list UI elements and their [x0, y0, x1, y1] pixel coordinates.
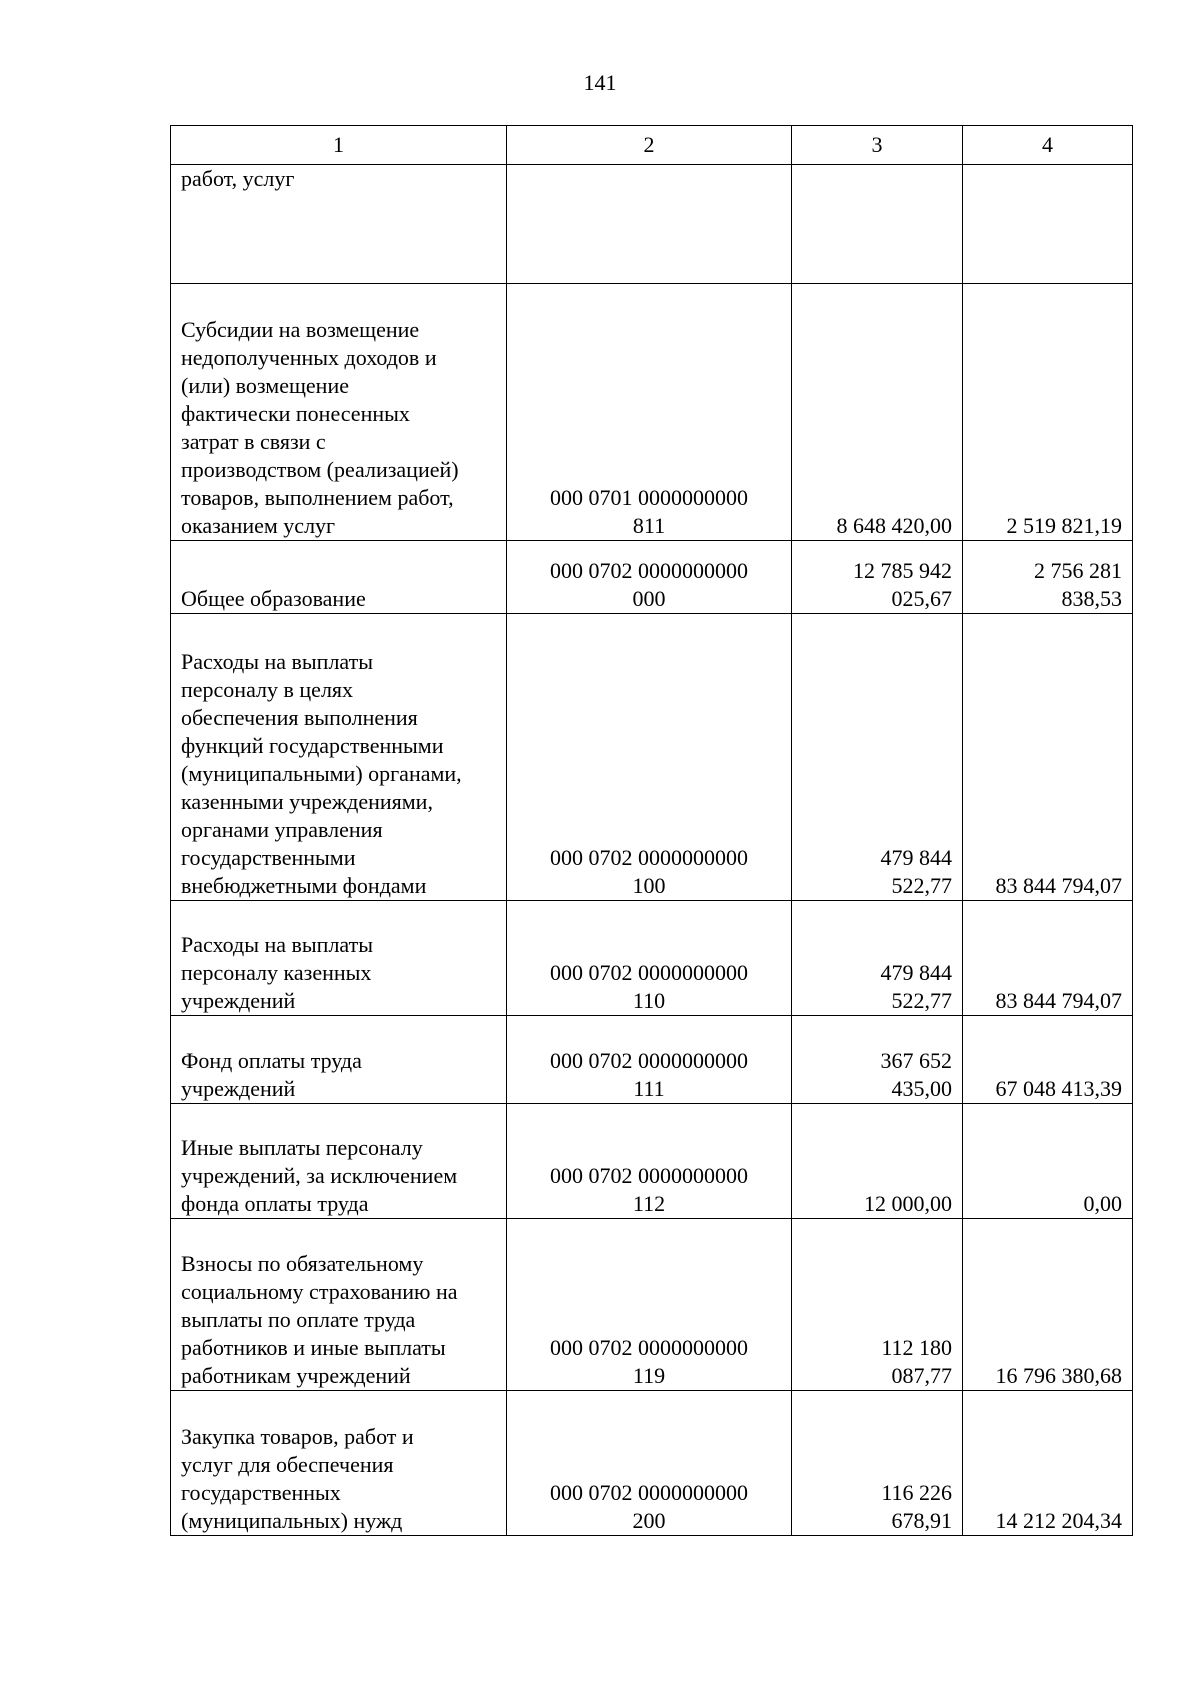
amount-col3-line: 479 844 — [880, 845, 952, 870]
amount-col4-cell — [963, 1016, 1133, 1104]
budget-code-line: 100 — [632, 873, 666, 898]
budget-code-cell — [507, 165, 792, 284]
amount-col3-cell — [792, 614, 963, 901]
row-label-line: государственных — [181, 1480, 341, 1505]
amount-col4-line: 2 519 821,19 — [1006, 513, 1122, 538]
row-label-line: услуг для обеспечения — [181, 1452, 394, 1477]
budget-code-line: 112 — [632, 1191, 666, 1216]
budget-code-line: 000 0702 0000000000 — [550, 1480, 748, 1505]
budget-code-line: 000 — [632, 586, 666, 611]
row-label-cell — [171, 1391, 507, 1536]
row-label-line: внебюджетными фондами — [181, 873, 427, 898]
row-label-cell — [171, 541, 507, 614]
amount-col3-cell — [792, 284, 963, 541]
row-label-line: персоналу казенных — [181, 960, 372, 985]
amount-col3-line: 116 226 — [881, 1480, 952, 1505]
amount-col3-line: 025,67 — [891, 586, 952, 611]
table-row — [171, 1391, 1133, 1536]
amount-col3-line: 435,00 — [891, 1076, 952, 1101]
amount-col4-cell — [963, 541, 1133, 614]
amount-col3-line: 479 844 — [880, 960, 952, 985]
table-row — [171, 614, 1133, 901]
row-label-line: Иные выплаты персоналу — [181, 1135, 423, 1160]
amount-col4-cell — [963, 1104, 1133, 1219]
amount-col4-line: 83 844 794,07 — [995, 873, 1122, 898]
amount-col3-cell — [792, 1016, 963, 1104]
row-label-cell — [171, 614, 507, 901]
budget-code-line: 000 0702 0000000000 — [550, 960, 748, 985]
table-body — [171, 126, 1133, 1536]
amount-col3-line: 087,77 — [891, 1363, 952, 1388]
amount-col3-line: 12 000,00 — [864, 1191, 952, 1216]
budget-code-line: 000 0702 0000000000 — [550, 845, 748, 870]
row-label-line: Фонд оплаты труда — [181, 1048, 362, 1073]
page-number: 141 — [583, 70, 617, 95]
amount-col3-line: 522,77 — [891, 988, 952, 1013]
budget-code-cell — [507, 901, 792, 1016]
row-label-line: Взносы по обязательному — [181, 1251, 424, 1276]
row-label-line: Закупка товаров, работ и — [181, 1424, 414, 1449]
row-label-line: работников и иные выплаты — [181, 1335, 446, 1360]
amount-col4-line: 83 844 794,07 — [995, 988, 1122, 1013]
amount-col4-cell — [963, 614, 1133, 901]
row-label-cell — [171, 1219, 507, 1391]
budget-code-line: 811 — [632, 513, 666, 538]
row-label-cell — [171, 1104, 507, 1219]
amount-col4-cell — [963, 901, 1133, 1016]
column-header-4: 4 — [963, 126, 1133, 165]
amount-col3-line: 12 785 942 — [853, 558, 952, 583]
row-label-line: (муниципальных) нужд — [181, 1508, 403, 1533]
amount-col3-cell — [792, 165, 963, 284]
amount-col4-line: 14 212 204,34 — [995, 1508, 1122, 1533]
row-label-line: государственными — [181, 845, 356, 870]
amount-col4-cell — [963, 165, 1133, 284]
row-label-line: персоналу в целях — [181, 677, 354, 702]
amount-col3-cell — [792, 901, 963, 1016]
row-label-line: функций государственными — [181, 733, 444, 758]
row-label-line: Субсидии на возмещение — [181, 317, 420, 342]
amount-col4-line: 0,00 — [1083, 1191, 1122, 1216]
row-label-line: (или) возмещение — [181, 373, 349, 398]
row-label-line: учреждений, за исключением — [181, 1163, 458, 1188]
table-row — [171, 901, 1133, 1016]
budget-code-line: 000 0702 0000000000 — [550, 1335, 748, 1360]
budget-code-cell — [507, 1391, 792, 1536]
row-label-line: Общее образование — [181, 586, 366, 611]
amount-col3-cell — [792, 541, 963, 614]
budget-code-line: 000 0702 0000000000 — [550, 1163, 748, 1188]
row-label-line: фактически понесенных — [181, 401, 410, 426]
row-label-line: Расходы на выплаты — [181, 932, 374, 957]
row-label-line: учреждений — [181, 988, 296, 1013]
table-row — [171, 541, 1133, 614]
row-label-line: социальному страхованию на — [181, 1279, 458, 1304]
row-label-line: товаров, выполнением работ, — [181, 485, 454, 510]
amount-col3-line: 112 180 — [881, 1335, 952, 1360]
column-header-2: 2 — [507, 126, 792, 165]
amount-col3-cell — [792, 1391, 963, 1536]
table-row — [171, 165, 1133, 284]
row-label-line: (муниципальными) органами, — [181, 761, 462, 786]
table-row — [171, 1104, 1133, 1219]
amount-col4-line: 2 756 281 — [1034, 558, 1122, 583]
table-header-row — [171, 126, 1133, 165]
amount-col3-line: 522,77 — [891, 873, 952, 898]
amount-col3-cell — [792, 1219, 963, 1391]
row-label-cell — [171, 1016, 507, 1104]
row-label-line: органами управления — [181, 817, 383, 842]
budget-code-line: 000 0702 0000000000 — [550, 1048, 748, 1073]
amount-col4-cell — [963, 1219, 1133, 1391]
budget-code-line: 200 — [632, 1508, 666, 1533]
amount-col3-line: 8 648 420,00 — [836, 513, 952, 538]
amount-col4-line: 16 796 380,68 — [995, 1363, 1122, 1388]
table-row — [171, 284, 1133, 541]
row-label-line: казенными учреждениями, — [181, 789, 433, 814]
budget-code-line: 000 0702 0000000000 — [550, 558, 748, 583]
row-label-line: производством (реализацией) — [181, 457, 459, 482]
row-label-cell — [171, 165, 507, 284]
row-label-line: оказанием услуг — [181, 513, 336, 538]
row-label-line: работникам учреждений — [181, 1363, 411, 1388]
budget-code-cell — [507, 1219, 792, 1391]
row-label-line: обеспечения выполнения — [181, 705, 418, 730]
budget-code-line: 119 — [632, 1363, 666, 1388]
amount-col4-line: 67 048 413,39 — [995, 1076, 1122, 1101]
column-header-1: 1 — [171, 126, 507, 165]
budget-code-line: 111 — [633, 1076, 665, 1101]
row-label-cell — [171, 284, 507, 541]
budget-code-cell — [507, 1104, 792, 1219]
budget-code-cell — [507, 614, 792, 901]
budget-code-line: 000 0701 0000000000 — [550, 485, 748, 510]
table-row — [171, 1016, 1133, 1104]
column-header-3: 3 — [792, 126, 963, 165]
amount-col3-cell — [792, 1104, 963, 1219]
amount-col3-line: 367 652 — [880, 1048, 952, 1073]
amount-col4-cell — [963, 1391, 1133, 1536]
budget-code-cell — [507, 1016, 792, 1104]
amount-col4-line: 838,53 — [1061, 586, 1122, 611]
budget-code-cell — [507, 541, 792, 614]
row-label-line: фонда оплаты труда — [181, 1191, 369, 1216]
row-label-line: работ, услуг — [181, 166, 295, 191]
amount-col4-cell — [963, 284, 1133, 541]
row-label-line: недополученных доходов и — [181, 345, 437, 370]
budget-code-cell — [507, 284, 792, 541]
row-label-cell — [171, 901, 507, 1016]
row-label-line: учреждений — [181, 1076, 296, 1101]
row-label-line: затрат в связи с — [181, 429, 326, 454]
budget-code-line: 110 — [632, 988, 666, 1013]
budget-table — [170, 125, 1133, 1536]
amount-col3-line: 678,91 — [891, 1508, 952, 1533]
row-label-line: Расходы на выплаты — [181, 649, 374, 674]
row-label-line: выплаты по оплате труда — [181, 1307, 416, 1332]
table-row — [171, 1219, 1133, 1391]
